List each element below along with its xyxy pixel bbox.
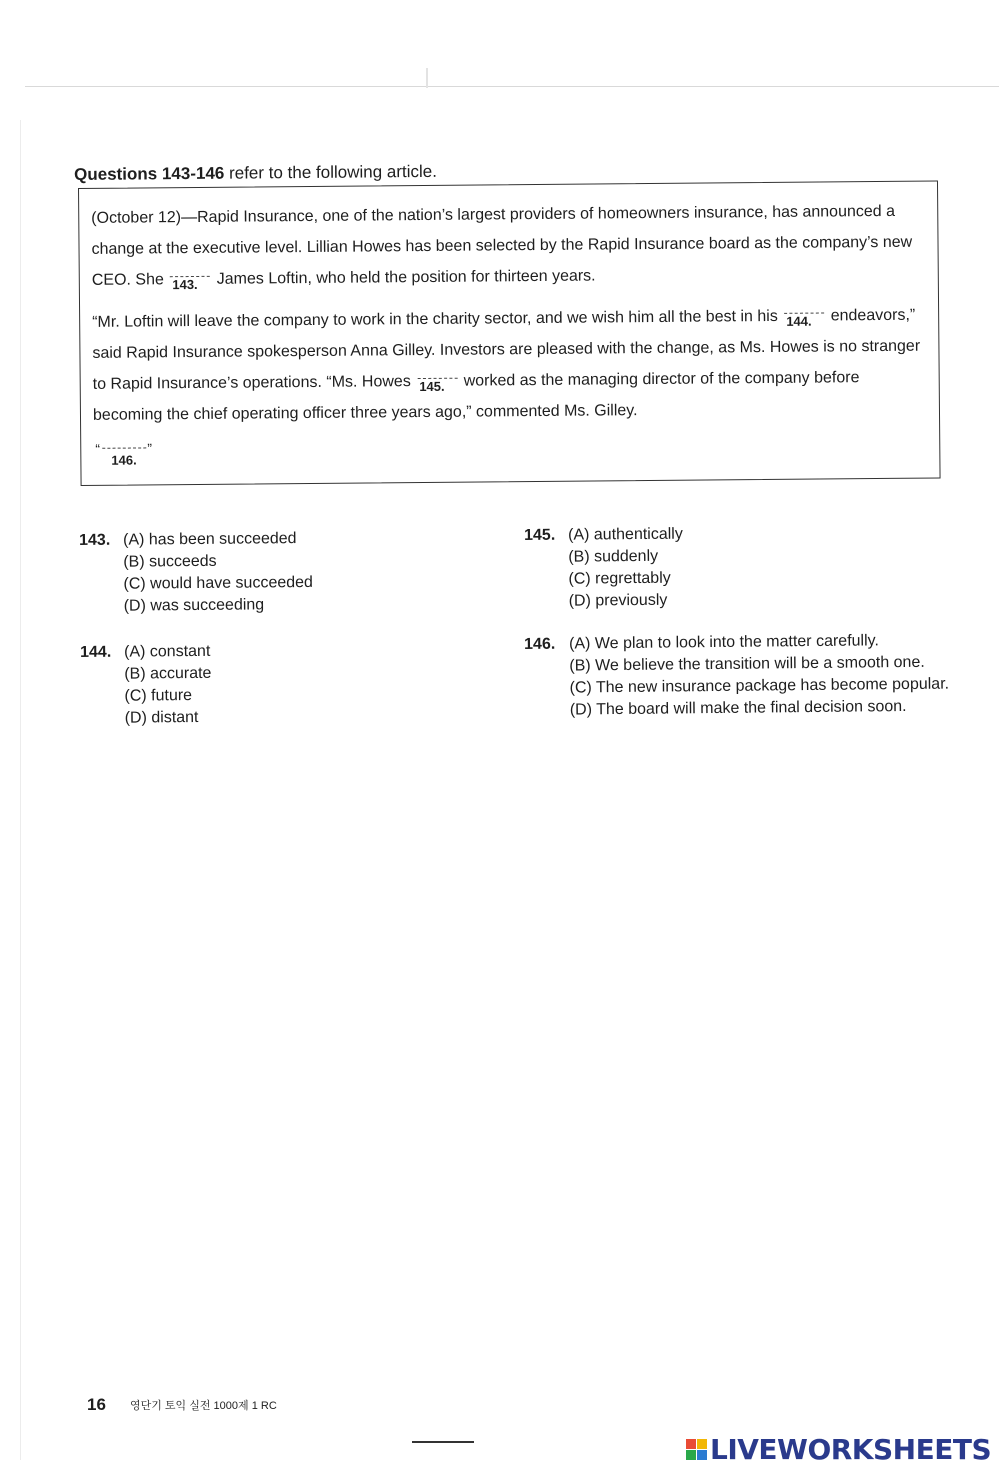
logo-square: [686, 1439, 696, 1449]
article-text: endeavors,” said Rapid Insurance spokesperson Anna Gilley. Investors are pleased with the change, as Ms. Howes is no stranger to Rapid Insurance’s operations. “Ms. Howes: [92, 306, 921, 393]
article-text: worked as the managing director of the company before becoming the chief operating officer three years ago,” commented Ms. Gilley.: [92, 369, 860, 424]
open-quote: “: [95, 440, 101, 457]
logo-square: [697, 1450, 707, 1460]
article-paragraph-3: [95, 440, 155, 474]
article-text: “Mr. Loftin will leave the company to work in the charity sector, and we wish him all the best in his: [92, 307, 783, 331]
logo-square: [686, 1450, 696, 1460]
question-number: 144.: [80, 643, 112, 661]
option-b[interactable]: (B) succeeds: [123, 552, 217, 571]
option-a[interactable]: (A) We plan to look into the matter carefully.: [569, 632, 879, 653]
blank-146[interactable]: [95, 440, 155, 471]
blank-line: [102, 447, 146, 448]
article-text: (October 12)—Rapid Insurance, one of the nation’s largest providers of homeowners insurance, has announced a change at the executive level. Lillian Howes has been selected by the Rapid Insurance board as the company’s new CEO. She: [91, 202, 913, 289]
option-b[interactable]: (B) We believe the transition will be a smooth one.: [569, 653, 925, 675]
option-d[interactable]: (D) previously: [568, 591, 668, 610]
option-b[interactable]: (B) suddenly: [568, 547, 659, 566]
option-list: [569, 630, 950, 722]
section-heading: [74, 162, 437, 185]
scan-left-edge: [20, 120, 21, 1460]
blank-143[interactable]: [168, 270, 212, 293]
option-d[interactable]: (D) distant: [124, 708, 199, 727]
option-b[interactable]: (B) accurate: [124, 664, 212, 683]
option-d[interactable]: (D) was succeeding: [123, 596, 265, 615]
heading-instruction: refer to the following article.: [224, 161, 438, 183]
logo-square: [697, 1439, 707, 1449]
scan-top-rule: [25, 86, 999, 87]
close-quote: ”: [147, 440, 153, 457]
page-number: 16: [87, 1395, 106, 1414]
option-c[interactable]: (C) The new insurance package has become popular.: [569, 675, 950, 697]
option-c[interactable]: (C) regrettably: [568, 569, 671, 588]
scan-top-mark: [426, 68, 428, 88]
article-text: James Loftin, who held the position for thirteen years.: [212, 267, 596, 288]
blank-145[interactable]: [415, 372, 459, 395]
blank-144[interactable]: [782, 306, 826, 329]
option-c[interactable]: (C) future: [124, 687, 193, 705]
blank-number: 143.: [172, 276, 198, 293]
liveworksheets-brand: [686, 1432, 991, 1466]
question-number: 145.: [524, 526, 556, 544]
article-box: [78, 180, 941, 485]
option-c[interactable]: (C) would have succeeded: [123, 573, 313, 593]
option-a[interactable]: (A) authentically: [568, 525, 683, 544]
book-title: 영단기 토익 실전 1000제 1 RC: [130, 1400, 277, 1412]
blank-number: 144.: [786, 313, 812, 329]
question-number: 146.: [524, 635, 556, 653]
blank-number: 145.: [419, 378, 445, 395]
option-d[interactable]: (D) The board will make the final decision soon.: [569, 697, 907, 719]
brand-name: LIVEWORKSHEETS: [710, 1432, 992, 1466]
heading-question-range: Questions 143-146: [74, 163, 225, 184]
option-list: [123, 528, 313, 618]
bottom-rule: [412, 1441, 474, 1443]
liveworksheets-logo-icon: [686, 1439, 707, 1460]
option-list: [568, 524, 683, 613]
option-a[interactable]: (A) constant: [124, 642, 211, 661]
option-a[interactable]: (A) has been succeeded: [123, 530, 297, 549]
option-list: [124, 641, 212, 730]
article-paragraph-1: [91, 196, 922, 296]
blank-number: 146.: [111, 452, 137, 468]
article-paragraph-2: [92, 300, 923, 431]
question-number: 143.: [79, 531, 111, 549]
